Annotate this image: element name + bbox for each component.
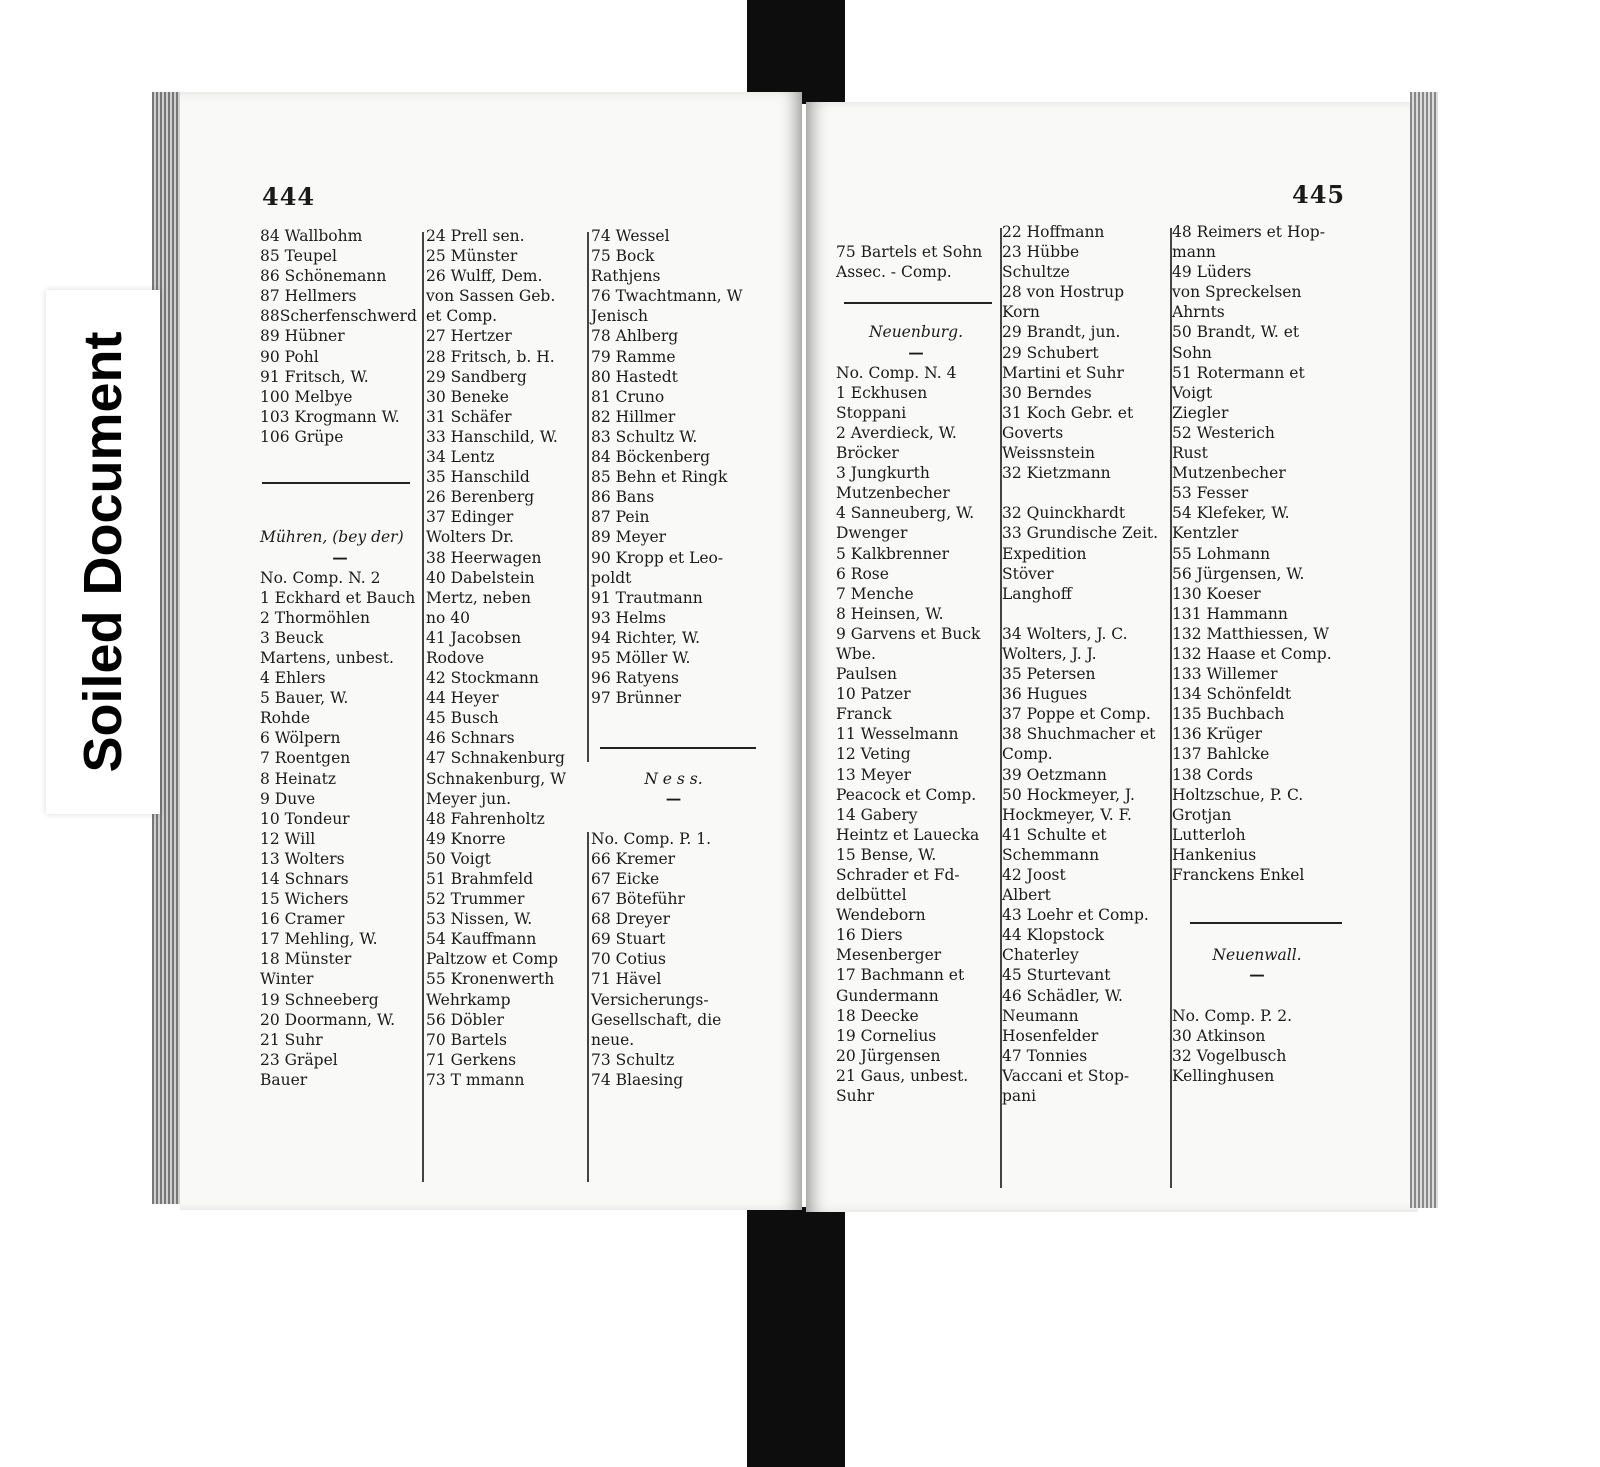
entry-line: 25 Münster bbox=[426, 247, 518, 266]
entry-line: Gundermann bbox=[836, 986, 939, 1005]
entry-line: 9 Duve bbox=[260, 789, 316, 808]
entry-line: 3 Beuck bbox=[260, 628, 324, 647]
entry-line: 86 Bans bbox=[591, 488, 655, 507]
entry-line: Schrader et Fd- bbox=[836, 866, 960, 884]
entry-line: 47 Schnakenburg bbox=[426, 749, 565, 768]
entry-line: Ziegler bbox=[1172, 403, 1229, 422]
right-page bbox=[806, 102, 1418, 1212]
entry-line: 50 Voigt bbox=[426, 849, 491, 868]
entry-line: 8 Heinatz bbox=[260, 769, 337, 788]
entry-line: 49 Lüders bbox=[1172, 263, 1252, 282]
entry-line: 7 Roentgen bbox=[260, 749, 351, 768]
entry-line: Meyer jun. bbox=[426, 789, 512, 808]
entry-line: Korn bbox=[1002, 303, 1040, 322]
entry-line: 43 Loehr et Comp. bbox=[1002, 906, 1149, 925]
entry-line: 53 Nissen, W. bbox=[426, 910, 533, 929]
entry-line bbox=[836, 282, 996, 302]
entry-line: 16 Diers bbox=[836, 926, 903, 945]
entry-line: 136 Krüger bbox=[1172, 725, 1262, 744]
entry-line: 97 Brünner bbox=[591, 689, 681, 708]
section-rule bbox=[262, 482, 410, 484]
entry-line: Rodove bbox=[426, 648, 485, 667]
entry-line: 82 Hillmer bbox=[591, 407, 676, 426]
entry-line: 14 Schnars bbox=[260, 870, 349, 888]
entry-line: 47 Tonnies bbox=[1002, 1046, 1088, 1065]
soiled-document-label: Soiled Document bbox=[73, 331, 133, 773]
entry-line: 50 Brandt, W. et bbox=[1172, 323, 1300, 342]
right-column-divider-2 bbox=[1170, 228, 1172, 1188]
entry-line: Mutzenbecher bbox=[836, 484, 950, 503]
entry-line: Holtzschue, P. C. bbox=[1172, 785, 1304, 804]
entry-line: 71 Gerkens bbox=[426, 1050, 517, 1069]
entry-line: pani bbox=[1002, 1087, 1037, 1106]
entry-line: 2 Averdieck, W. bbox=[836, 423, 957, 442]
entry-line bbox=[1002, 604, 1168, 624]
entry-line: 55 Kronenwerth bbox=[426, 970, 555, 989]
entry-line: Winter bbox=[260, 970, 314, 989]
entry-line: 23 Hübbe bbox=[1002, 243, 1080, 262]
entry-line: Wendeborn bbox=[836, 906, 926, 925]
entry-line: Rust bbox=[1172, 444, 1208, 463]
section-rule bbox=[844, 302, 992, 304]
left-column-3 bbox=[591, 226, 756, 1090]
entry-line: 74 Wessel bbox=[591, 227, 670, 245]
entry-line: 28 von Hostrup bbox=[1002, 283, 1124, 302]
left-page bbox=[180, 92, 802, 1210]
entry-line: Martens, unbest. bbox=[260, 648, 394, 667]
entry-line: 70 Cotius bbox=[591, 950, 666, 969]
entry-line bbox=[1172, 925, 1342, 945]
entry-line: 80 Hastedt bbox=[591, 367, 678, 386]
entry-line: 51 Rotermann et bbox=[1172, 363, 1305, 382]
entry-line: Voigt bbox=[1172, 383, 1213, 402]
entry-line: — bbox=[665, 788, 682, 808]
entry-line bbox=[1002, 483, 1168, 503]
entry-line: Jenisch bbox=[591, 307, 648, 326]
entry-line: Gesellschaft, die bbox=[591, 1010, 722, 1029]
entry-line: 74 Blaesing bbox=[591, 1070, 684, 1089]
entry-line: 46 Schnars bbox=[426, 729, 515, 748]
entry-line: 137 Bahlcke bbox=[1172, 745, 1270, 764]
entry-line: 87 Hellmers bbox=[260, 287, 357, 306]
entry-line: 83 Schultz W. bbox=[591, 427, 698, 446]
entry-line: Assec. - Comp. bbox=[836, 263, 952, 282]
entry-line: Langhoff bbox=[1002, 584, 1072, 603]
entry-line: Goverts bbox=[1002, 423, 1064, 442]
entry-line: 42 Stockmann bbox=[426, 669, 539, 688]
entry-line: 66 Kremer bbox=[591, 849, 676, 868]
entry-line: 32 Vogelbusch bbox=[1172, 1046, 1287, 1065]
entry-line: 26 Wulff, Dem. bbox=[426, 267, 543, 286]
entry-line: 75 Bartels et Sohn bbox=[836, 243, 983, 262]
entry-line: 22 Hoffmann bbox=[1002, 223, 1105, 241]
entry-line: 14 Gabery bbox=[836, 805, 918, 824]
entry-line: 5 Kalkbrenner bbox=[836, 544, 950, 563]
entry-line: 30 Berndes bbox=[1002, 383, 1092, 402]
spine-strap-bottom bbox=[747, 1207, 845, 1467]
entry-line: 84 Wallbohm bbox=[260, 227, 363, 245]
entry-line: 48 Fahrenholtz bbox=[426, 809, 545, 828]
entry-line: Rathjens bbox=[591, 267, 661, 286]
entry-line: 95 Möller W. bbox=[591, 648, 691, 667]
entry-line: 31 Schäfer bbox=[426, 407, 512, 426]
entry-line: 52 Westerich bbox=[1172, 423, 1275, 442]
entry-line bbox=[591, 748, 756, 768]
entry-line: Schemmann bbox=[1002, 845, 1100, 864]
entry-line: 71 Hävel bbox=[591, 970, 662, 989]
entry-line: Wolters Dr. bbox=[426, 528, 514, 547]
entry-line: Paltzow et Comp bbox=[426, 950, 558, 969]
entry-line: — bbox=[1249, 965, 1265, 985]
entry-line: 68 Dreyer bbox=[591, 910, 670, 929]
entry-line: 51 Brahmfeld bbox=[426, 870, 534, 888]
entry-line: Dwenger bbox=[836, 524, 908, 543]
entry-line: 41 Schulte et bbox=[1002, 825, 1107, 844]
entry-line: 44 Heyer bbox=[426, 689, 499, 708]
entry-line: 37 Edinger bbox=[426, 508, 514, 527]
entry-line: 89 Meyer bbox=[591, 528, 667, 547]
entry-line: 18 Münster bbox=[260, 950, 352, 969]
left-column-1 bbox=[260, 226, 420, 1090]
entry-line: 29 Brandt, jun. bbox=[1002, 323, 1121, 342]
spine-strap-top bbox=[747, 0, 845, 104]
entry-line: 8 Heinsen, W. bbox=[836, 604, 944, 623]
entry-line: 53 Fesser bbox=[1172, 484, 1249, 503]
entry-line: 24 Prell sen. bbox=[426, 227, 525, 245]
entry-line: 94 Richter, W. bbox=[591, 628, 701, 647]
entry-line: 45 Busch bbox=[426, 709, 499, 728]
entry-line: Neumann bbox=[1002, 1006, 1079, 1025]
entry-line: 20 Jürgensen bbox=[836, 1046, 941, 1065]
entry-line: Mühren, (bey der) bbox=[260, 528, 404, 547]
entry-line: 42 Joost bbox=[1002, 866, 1066, 884]
entry-line: 12 Will bbox=[260, 829, 316, 848]
section-rule bbox=[1190, 922, 1342, 924]
page-number-right: 445 bbox=[1292, 180, 1346, 209]
entry-line: Comp. bbox=[1002, 745, 1053, 764]
entry-line: 17 Mehling, W. bbox=[260, 930, 378, 949]
entry-line: 103 Krogmann W. bbox=[260, 407, 400, 426]
entry-line bbox=[1172, 885, 1342, 905]
entry-line: 38 Shuchmacher et bbox=[1002, 725, 1156, 744]
entry-line: 32 Kietzmann bbox=[1002, 464, 1111, 483]
entry-line: Martini et Suhr bbox=[1002, 363, 1124, 382]
entry-line: Kellinghusen bbox=[1172, 1066, 1275, 1085]
entry-line: 33 Hanschild, W. bbox=[426, 427, 558, 446]
entry-line: 45 Sturtevant bbox=[1002, 966, 1111, 985]
entry-line: 133 Willemer bbox=[1172, 665, 1278, 684]
entry-line: 44 Klopstock bbox=[1002, 926, 1105, 945]
left-column-2 bbox=[426, 226, 586, 1090]
entry-line bbox=[260, 507, 420, 527]
entry-line: Hockmeyer, V. F. bbox=[1002, 805, 1132, 824]
entry-line: 85 Behn et Ringk bbox=[591, 468, 728, 487]
entry-line: Bauer bbox=[260, 1070, 308, 1089]
entry-line bbox=[836, 222, 996, 242]
entry-line: 6 Rose bbox=[836, 564, 889, 583]
entry-line bbox=[836, 302, 996, 322]
entry-line: Bröcker bbox=[836, 444, 899, 463]
entry-line: 54 Kauffmann bbox=[426, 930, 537, 949]
entry-line bbox=[591, 809, 756, 829]
entry-line: 16 Cramer bbox=[260, 910, 345, 929]
entry-line: 15 Bense, W. bbox=[836, 845, 937, 864]
entry-line: 70 Bartels bbox=[426, 1030, 508, 1049]
entry-line: 131 Hammann bbox=[1172, 604, 1288, 623]
entry-line: Neuenburg. bbox=[868, 323, 964, 342]
entry-line bbox=[1172, 986, 1342, 1006]
entry-line: No. Comp. N. 2 bbox=[260, 568, 381, 587]
entry-line: 7 Menche bbox=[836, 584, 914, 603]
entry-line: neue. bbox=[591, 1030, 635, 1049]
entry-line: 28 Fritsch, b. H. bbox=[426, 347, 555, 366]
entry-line: Expedition bbox=[1002, 544, 1087, 563]
entry-line: 29 Sandberg bbox=[426, 367, 527, 386]
entry-line: 34 Lentz bbox=[426, 448, 495, 467]
entry-line: 56 Jürgensen, W. bbox=[1172, 564, 1305, 583]
entry-line: Paulsen bbox=[836, 665, 898, 684]
entry-line: von Spreckelsen bbox=[1172, 283, 1302, 302]
entry-line: 10 Patzer bbox=[836, 685, 911, 704]
entry-line: Mesenberger bbox=[836, 946, 942, 965]
entry-line: 3 Jungkurth bbox=[836, 464, 930, 483]
right-column-1 bbox=[836, 222, 996, 1106]
right-column-3 bbox=[1172, 222, 1342, 1086]
entry-line: 12 Veting bbox=[836, 745, 911, 764]
entry-line: 31 Koch Gebr. et bbox=[1002, 403, 1134, 422]
entry-line: 75 Bock bbox=[591, 247, 655, 266]
left-column-divider-1 bbox=[422, 232, 424, 1182]
entry-line: 46 Schädler, W. bbox=[1002, 986, 1123, 1005]
entry-line: 52 Trummer bbox=[426, 890, 525, 909]
entry-line: 32 Quinckhardt bbox=[1002, 504, 1126, 523]
entry-line: 132 Haase et Comp. bbox=[1172, 644, 1332, 663]
entry-line: 55 Lohmann bbox=[1172, 544, 1271, 563]
left-column-divider-2a bbox=[587, 232, 589, 762]
entry-line: 86 Schönemann bbox=[260, 267, 387, 286]
entry-line: 35 Hanschild bbox=[426, 468, 530, 487]
entry-line: 15 Wichers bbox=[260, 890, 349, 909]
entry-line: 1 Eckhard et Bauch bbox=[260, 588, 416, 607]
entry-line: 73 Schultz bbox=[591, 1050, 675, 1069]
entry-line bbox=[260, 487, 420, 507]
entry-line: 91 Trautmann bbox=[591, 588, 703, 607]
entry-line: 2 Thormöhlen bbox=[260, 608, 370, 627]
entry-line bbox=[591, 728, 756, 748]
entry-line: 4 Ehlers bbox=[260, 669, 326, 688]
entry-line: 69 Stuart bbox=[591, 930, 666, 949]
entry-line: Ahrnts bbox=[1172, 303, 1225, 322]
entry-line: 18 Deecke bbox=[836, 1006, 919, 1025]
entry-line: Suhr bbox=[836, 1087, 874, 1106]
entry-line: 33 Grundische Zeit. bbox=[1002, 524, 1159, 543]
entry-line: Lutterloh bbox=[1172, 825, 1246, 844]
entry-line: 21 Suhr bbox=[260, 1030, 323, 1049]
entry-line: 10 Tondeur bbox=[260, 809, 350, 828]
entry-line: 91 Fritsch, W. bbox=[260, 367, 369, 386]
entry-line: Mutzenbecher bbox=[1172, 464, 1286, 483]
entry-line: 79 Ramme bbox=[591, 347, 676, 366]
entry-line: 19 Cornelius bbox=[836, 1026, 937, 1045]
entry-line: 87 Pein bbox=[591, 508, 650, 527]
entry-line: Wehrkamp bbox=[426, 990, 511, 1009]
entry-line: Wolters, J. J. bbox=[1002, 644, 1097, 663]
entry-line: 54 Klefeker, W. bbox=[1172, 504, 1290, 523]
entry-line: Weissnstein bbox=[1002, 444, 1095, 463]
entry-line: 4 Sanneuberg, W. bbox=[836, 504, 975, 523]
entry-line: 73 T mmann bbox=[426, 1070, 525, 1089]
right-page-edge-stack bbox=[1410, 92, 1438, 1208]
entry-line: Chaterley bbox=[1002, 946, 1079, 965]
entry-line: 9 Garvens et Buck bbox=[836, 624, 981, 643]
entry-line: 35 Petersen bbox=[1002, 665, 1096, 684]
entry-line: 67 Eicke bbox=[591, 870, 660, 888]
entry-line: 134 Schönfeldt bbox=[1172, 685, 1292, 704]
entry-line: 135 Buchbach bbox=[1172, 705, 1285, 724]
right-column-2 bbox=[1002, 222, 1168, 1106]
entry-line: 106 Grüpe bbox=[260, 427, 344, 446]
entry-line bbox=[591, 708, 756, 728]
entry-line: No. Comp. N. 4 bbox=[836, 363, 957, 382]
entry-line: Rohde bbox=[260, 709, 311, 728]
section-rule bbox=[600, 747, 756, 749]
entry-line: 49 Knorre bbox=[426, 829, 506, 848]
entry-line: — bbox=[908, 342, 924, 362]
entry-line: 76 Twachtmann, W bbox=[591, 287, 743, 306]
entry-line: 93 Helms bbox=[591, 608, 666, 627]
entry-line: 48 Reimers et Hop- bbox=[1172, 223, 1325, 241]
entry-line: Heintz et Lauecka bbox=[836, 825, 980, 844]
entry-line: Vaccani et Stop- bbox=[1002, 1066, 1130, 1085]
entry-line: poldt bbox=[591, 568, 632, 587]
entry-line: Stöver bbox=[1002, 564, 1054, 583]
entry-line: 30 Beneke bbox=[426, 387, 509, 406]
entry-line: 38 Heerwagen bbox=[426, 548, 542, 567]
entry-line: Stoppani bbox=[836, 403, 907, 422]
entry-line: 40 Dabelstein bbox=[426, 568, 535, 587]
entry-line: 20 Doormann, W. bbox=[260, 1010, 396, 1029]
entry-line: Franckens Enkel bbox=[1172, 866, 1305, 884]
entry-line: von Sassen Geb. bbox=[426, 287, 556, 306]
entry-line: 23 Gräpel bbox=[260, 1050, 338, 1069]
entry-line: No. Comp. P. 2. bbox=[1172, 1006, 1293, 1025]
entry-line: 17 Bachmann et bbox=[836, 966, 965, 985]
entry-line: 13 Meyer bbox=[836, 765, 912, 784]
entry-line: Mertz, neben bbox=[426, 588, 531, 607]
entry-line: Versicherungs- bbox=[591, 990, 709, 1009]
entry-line: 1 Eckhusen bbox=[836, 383, 928, 402]
entry-line: 100 Melbye bbox=[260, 387, 353, 406]
entry-line: mann bbox=[1172, 243, 1216, 262]
entry-line: Schultze bbox=[1002, 263, 1070, 282]
entry-line bbox=[260, 467, 420, 487]
entry-line: 34 Wolters, J. C. bbox=[1002, 624, 1128, 643]
entry-line: 132 Matthiessen, W bbox=[1172, 624, 1330, 643]
entry-line: — bbox=[332, 547, 348, 567]
entry-line: 90 Kropp et Leo- bbox=[591, 548, 724, 567]
entry-line: 27 Hertzer bbox=[426, 327, 512, 346]
entry-line: 84 Böckenberg bbox=[591, 448, 711, 467]
entry-line: 36 Hugues bbox=[1002, 685, 1088, 704]
entry-line: 11 Wesselmann bbox=[836, 725, 959, 744]
entry-line: No. Comp. P. 1. bbox=[591, 829, 712, 848]
entry-line: 90 Pohl bbox=[260, 347, 319, 366]
entry-line: Albert bbox=[1002, 886, 1051, 905]
entry-line: 21 Gaus, unbest. bbox=[836, 1066, 969, 1085]
entry-line: N e s s. bbox=[644, 769, 703, 788]
entry-line: Hosenfelder bbox=[1002, 1026, 1099, 1045]
entry-line: 138 Cords bbox=[1172, 765, 1253, 784]
entry-line: 5 Bauer, W. bbox=[260, 689, 349, 708]
entry-line: Sohn bbox=[1172, 343, 1212, 362]
entry-line: 81 Cruno bbox=[591, 387, 665, 406]
entry-line: et Comp. bbox=[426, 307, 498, 326]
left-column-divider-2b bbox=[587, 832, 589, 1182]
entry-line: 96 Ratyens bbox=[591, 669, 680, 688]
entry-line: 67 Böteführ bbox=[591, 890, 685, 909]
right-column-divider-1 bbox=[1000, 228, 1002, 1188]
entry-line: Grotjan bbox=[1172, 805, 1232, 824]
entry-line: 30 Atkinson bbox=[1172, 1026, 1266, 1045]
entry-line: 39 Oetzmann bbox=[1002, 765, 1107, 784]
entry-line: Schnakenburg, W bbox=[426, 769, 567, 788]
entry-line: 56 Döbler bbox=[426, 1010, 504, 1029]
entry-line: 19 Schneeberg bbox=[260, 990, 379, 1009]
entry-line: 130 Koeser bbox=[1172, 584, 1261, 603]
entry-line: 26 Berenberg bbox=[426, 488, 535, 507]
entry-line: delbüttel bbox=[836, 886, 907, 905]
entry-line: no 40 bbox=[426, 608, 470, 627]
entry-line: 85 Teupel bbox=[260, 247, 337, 266]
entry-line: 41 Jacobsen bbox=[426, 628, 522, 647]
entry-line: 50 Hockmeyer, J. bbox=[1002, 785, 1135, 804]
entry-line: Hankenius bbox=[1172, 845, 1257, 864]
entry-line: 6 Wölpern bbox=[260, 729, 341, 748]
entry-line: 29 Schubert bbox=[1002, 343, 1099, 362]
entry-line: Kentzler bbox=[1172, 524, 1239, 543]
entry-line: 88Scherfenschwerd bbox=[260, 307, 417, 326]
entry-line: 78 Ahlberg bbox=[591, 327, 679, 346]
entry-line: 13 Wolters bbox=[260, 849, 345, 868]
entry-line: Franck bbox=[836, 705, 892, 724]
entry-line: Neuenwall. bbox=[1212, 946, 1302, 965]
entry-line: Wbe. bbox=[836, 644, 876, 663]
entry-line: 89 Hübner bbox=[260, 327, 345, 346]
entry-line bbox=[260, 447, 420, 467]
entry-line: 37 Poppe et Comp. bbox=[1002, 705, 1151, 724]
entry-line: Peacock et Comp. bbox=[836, 785, 977, 804]
page-number-left: 444 bbox=[262, 182, 316, 211]
